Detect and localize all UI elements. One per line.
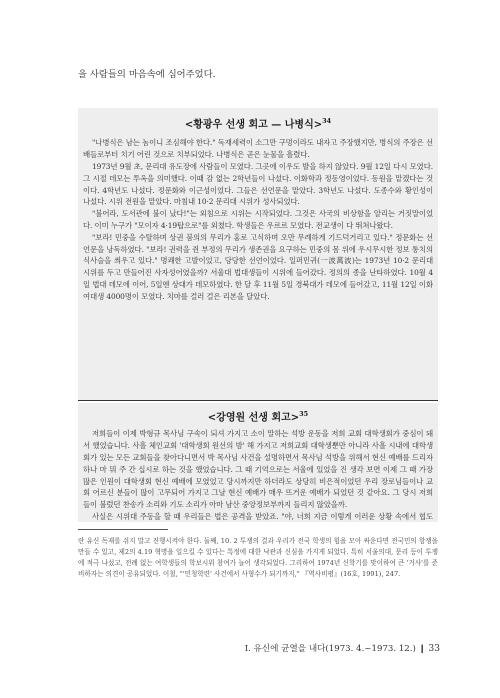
box1-paragraph: "불어라, 도서관에 불이 났다!"는 외침으로 시위는 시작되었다. 그것은 사국의 비상함을 알리는 거짓말이었다. 이미 누구가 "모이자 4·19탑으로"를 외쳤다. 학생들은 우르르 모였다. 전교생이 다 뛰쳐나왔다. <box>83 209 433 230</box>
box2-paragraph: 저희들이 이제 박형규 목사님 구속이 되셔 가지고 소이 말하는 석방 운동을 저희 교회 대학생회가 중심이 돼서 했었습니다. 사흘 체인교회 '대학생회 원선의 밤' 해 가지고 저희교회 대학생뿐만 아니라 사흘 시내에 대학생회가 있는 모든 교회들을 찾아다니면서 박 목사님 사건을 설명하면서 목사님 석방을 위해서 현신 예배를 드리자 하나 마 뭐 주 간 십시로 하는 것을 했었습니다. 그 때 기억으로는 서울에 있었을 진 생각 보면 이제 그 때 가장 많은 인원이 대학생회 현신 예배에 모였었고 당시까지만 하더라도 상당히 비은적이었던 우리 장로님들이나 교회 어르신 분들이 많이 고무되어 가지고 그날 현신 예배가 매우 뜨거운 예배가 되었던 것 같아요. 그 당시 저희들이 불렀던 찬송가 소리와 기도 소리가 아마 남산 중앙정보부까지 들리지 않았을까. <box>83 429 433 510</box>
page-footer <box>230 642 440 654</box>
box1-title-text: <황광우 선생 회고 — 나병식> <box>184 119 323 131</box>
footnote: 란 유신 독재를 쉬지 말고 진행시켜야 한다. 둘째, 10. 2 투쟁의 결과 우리가 전국 학생의 힘을 모아 싸운다면 전국민의 항쟁을 만들 수 있고, 제2의 4.19 혁명을 일으킬 수 있다는 특정에 대한 낙관과 신심을 가지게 되었다. 특히 서울의대, 문리 등이 투쟁에 적극 나섰고, 전례 없는 여학생들의 학보시위 참여가 늘어 생각되었다. 그리하여 1974년 신학기를 맞이하여 큰 '거사'를 준비하자는 의견이 공유되었다. 이철, "'민청학련' 사건에서 사형수가 되기까지," 『역사비평』(16호, 1991), 247. <box>78 537 438 578</box>
box1-bottom-rule <box>78 400 438 401</box>
box1-body <box>78 131 438 302</box>
box2-title-note: 35 <box>299 410 309 418</box>
box1-paragraph: "보라! 민중을 수탈하며 상권 붐의의 무리가 홍로 고식하며 오만 무례하게 기드덕거리고 있다." 정문화는 선언문을 낭독하였다. "보라! 권력을 쥔 부정의 무리가 생존권을 요구하는 민중의 몸 위에 우시무시한 정보 통치의 식사슬을 씌우고 있다." 명쾌한 고발이었고, 당당한 선언이었다. 일퍼민귀(一波萬波)는 1973년 10·2 문리대 시위를 두고 만들어진 사자성어였을까? 서울대 법대생들이 시위에 들어갔다. 정의의 종을 난타하였다. 10월 4일 법대 데모에 이어, 5일엔 상대가 데모하였다. 한 달 후 11월 5일 경북대가 데모에 들어갔고, 11월 12일 이화여대생 4000명이 모였다. 치마를 걸러 걸은 리본을 달았다. <box>83 232 433 301</box>
box1-title-note: 34 <box>322 117 332 125</box>
box2-paragraph: 사실은 시위대 주동을 할 때 우리들은 법은 공격을 받았죠. "야, 너희 지금 이렇게 이러운 상황 속에서 협도 <box>92 511 433 521</box>
footnote-rule <box>78 529 168 530</box>
memoir-box-hwang <box>78 108 438 400</box>
box2-title <box>78 403 438 424</box>
footer-separator: ❙ <box>418 644 426 654</box>
box1-title <box>78 108 438 131</box>
box2-title-text: <강영원 선생 회고> <box>207 412 300 424</box>
box1-paragraph: 1973년 9월 초, 문리대 유도장에 사람들이 모였다. 그곳에 이우도 발을 하지 않았다. 9월 12일 다시 모였다. 그 시절 데모는 투옥을 의미했다. 이때 감 없는 2학년들이 나섰다. 이화학과 정동영이었다. 동원을 맡겠다는 것이다. 4학년도 나섰다. 정문화와 이근성이었다. 그들은 선언문을 맡았다. 3학년도 나섰다. 도종수와 황인성이 나섰다. 시위 전원을 맡았다. 마침내 10·2 문리대 시위가 성사되었다. <box>83 161 433 207</box>
box1-paragraph: "나병식은 남는 놈이니 조심해야 한다." 독재세력이 소그만 구멍이라도 내자고 주장했지만, 병식의 주장은 선배들로부터 치기 어린 것으로 치부되었다. 나병식은 곧은 눈물을 흘렸다. <box>83 138 433 160</box>
intro-text: 을 사람들의 마음속에 심어주었다. <box>78 69 216 80</box>
box2-body <box>78 424 438 522</box>
page-number: 33 <box>428 644 440 654</box>
memoir-box-kang <box>78 403 438 522</box>
chapter-title: I. 유신에 균열을 내다(1973. 4.~1973. 12.) <box>244 644 416 654</box>
